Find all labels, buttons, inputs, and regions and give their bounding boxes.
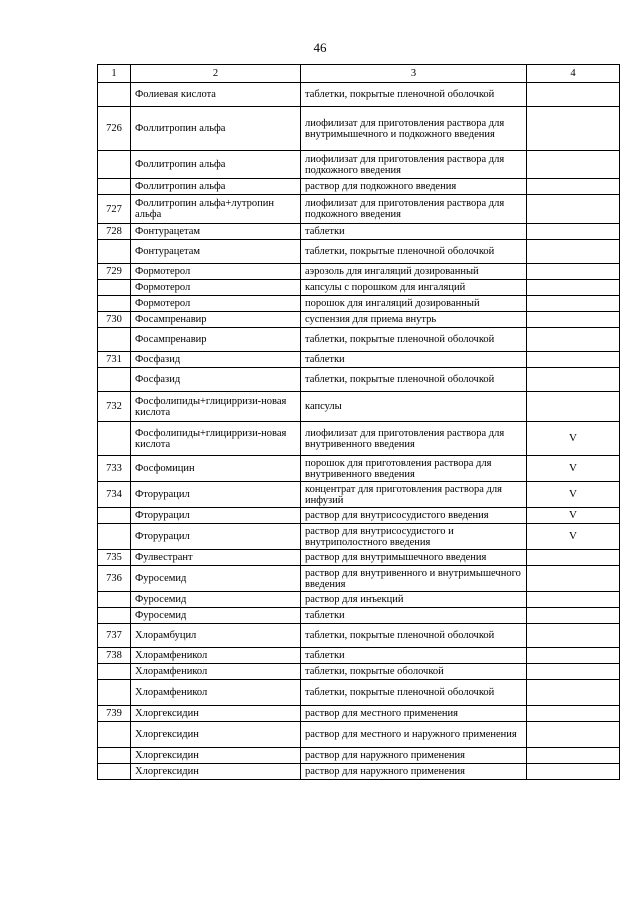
table-row — [98, 748, 620, 764]
row-number — [98, 592, 131, 608]
mark-cell — [527, 550, 620, 566]
table-row — [98, 151, 620, 179]
drug-name: Фоллитропин альфа — [131, 179, 301, 195]
row-number — [98, 328, 131, 352]
row-number — [98, 608, 131, 624]
mark-cell — [527, 312, 620, 328]
table-row — [98, 392, 620, 422]
table-row — [98, 179, 620, 195]
mark-cell — [527, 151, 620, 179]
column-header: 1 — [98, 65, 131, 83]
table-row — [98, 592, 620, 608]
table-row — [98, 280, 620, 296]
drug-name: Фосфазид — [131, 352, 301, 368]
mark-cell — [527, 240, 620, 264]
dosage-form: лиофилизат для приготовления раствора для внутримышечного и подкожного введения — [301, 107, 527, 151]
mark-cell — [527, 664, 620, 680]
dosage-form: таблетки, покрытые пленочной оболочкой — [301, 328, 527, 352]
drug-table — [97, 64, 620, 780]
dosage-form: концентрат для приготовления раствора для инфузий — [301, 482, 527, 508]
drug-name: Хлорамфеникол — [131, 680, 301, 706]
table-row — [98, 83, 620, 107]
drug-name: Хлоргексидин — [131, 706, 301, 722]
mark-cell — [527, 624, 620, 648]
row-number — [98, 240, 131, 264]
dosage-form: лиофилизат для приготовления раствора для подкожного введения — [301, 151, 527, 179]
row-number — [98, 722, 131, 748]
drug-name: Фторурацил — [131, 524, 301, 550]
dosage-form: раствор для местного и наружного применения — [301, 722, 527, 748]
drug-name: Фосфазид — [131, 368, 301, 392]
dosage-form: раствор для наружного применения — [301, 764, 527, 780]
mark-cell — [527, 566, 620, 592]
dosage-form: таблетки — [301, 648, 527, 664]
mark-cell: V — [527, 524, 620, 550]
drug-name: Фосампренавир — [131, 328, 301, 352]
drug-name: Фоллитропин альфа+лутропин альфа — [131, 195, 301, 224]
drug-name: Хлоргексидин — [131, 764, 301, 780]
dosage-form: таблетки, покрытые пленочной оболочкой — [301, 680, 527, 706]
table-row — [98, 240, 620, 264]
table-row — [98, 648, 620, 664]
mark-cell — [527, 224, 620, 240]
dosage-form: таблетки, покрытые пленочной оболочкой — [301, 624, 527, 648]
drug-name: Формотерол — [131, 280, 301, 296]
row-number: 739 — [98, 706, 131, 722]
table-row — [98, 296, 620, 312]
table-row — [98, 624, 620, 648]
dosage-form: порошок для ингаляций дозированный — [301, 296, 527, 312]
drug-name: Хлорамбуцил — [131, 624, 301, 648]
row-number — [98, 179, 131, 195]
mark-cell — [527, 296, 620, 312]
mark-cell — [527, 592, 620, 608]
drug-name: Фосфолипиды+глицирризи-новая кислота — [131, 422, 301, 456]
dosage-form: раствор для внутрисосудистого введения — [301, 508, 527, 524]
dosage-form: раствор для внутривенного и внутримышечного введения — [301, 566, 527, 592]
row-number — [98, 524, 131, 550]
dosage-form: таблетки, покрытые пленочной оболочкой — [301, 240, 527, 264]
table-row — [98, 524, 620, 550]
mark-cell — [527, 352, 620, 368]
table-row — [98, 224, 620, 240]
row-number: 732 — [98, 392, 131, 422]
row-number: 737 — [98, 624, 131, 648]
row-number: 733 — [98, 456, 131, 482]
mark-cell: V — [527, 508, 620, 524]
dosage-form: таблетки — [301, 352, 527, 368]
drug-name: Фосфомицин — [131, 456, 301, 482]
table-row — [98, 422, 620, 456]
drug-name: Фосфолипиды+глицирризи-новая кислота — [131, 392, 301, 422]
table-row — [98, 608, 620, 624]
table-row — [98, 352, 620, 368]
mark-cell — [527, 392, 620, 422]
row-number: 730 — [98, 312, 131, 328]
table-body — [98, 83, 620, 780]
drug-name: Фосампренавир — [131, 312, 301, 328]
drug-name: Хлоргексидин — [131, 748, 301, 764]
dosage-form: аэрозоль для ингаляций дозированный — [301, 264, 527, 280]
drug-name: Фуросемид — [131, 566, 301, 592]
dosage-form: лиофилизат для приготовления раствора для подкожного введения — [301, 195, 527, 224]
row-number: 727 — [98, 195, 131, 224]
drug-name: Формотерол — [131, 296, 301, 312]
drug-name: Фонтурацетам — [131, 224, 301, 240]
drug-name: Хлорамфеникол — [131, 648, 301, 664]
drug-name: Фуросемид — [131, 592, 301, 608]
row-number — [98, 280, 131, 296]
dosage-form: таблетки — [301, 608, 527, 624]
table-row — [98, 312, 620, 328]
row-number: 726 — [98, 107, 131, 151]
table-row — [98, 328, 620, 352]
dosage-form: таблетки — [301, 224, 527, 240]
mark-cell — [527, 764, 620, 780]
row-number — [98, 151, 131, 179]
header-row — [98, 65, 620, 83]
table-row — [98, 550, 620, 566]
drug-name: Фторурацил — [131, 482, 301, 508]
drug-name: Хлоргексидин — [131, 722, 301, 748]
mark-cell — [527, 748, 620, 764]
row-number — [98, 368, 131, 392]
mark-cell — [527, 368, 620, 392]
table-row — [98, 195, 620, 224]
row-number — [98, 680, 131, 706]
dosage-form: таблетки, покрытые пленочной оболочкой — [301, 83, 527, 107]
dosage-form: раствор для наружного применения — [301, 748, 527, 764]
drug-name: Фоллитропин альфа — [131, 151, 301, 179]
column-header: 3 — [301, 65, 527, 83]
column-header: 4 — [527, 65, 620, 83]
mark-cell: V — [527, 422, 620, 456]
mark-cell — [527, 195, 620, 224]
drug-name: Фуросемид — [131, 608, 301, 624]
mark-cell — [527, 107, 620, 151]
dosage-form: раствор для подкожного введения — [301, 179, 527, 195]
mark-cell — [527, 264, 620, 280]
dosage-form: капсулы — [301, 392, 527, 422]
table-row — [98, 368, 620, 392]
drug-name: Хлорамфеникол — [131, 664, 301, 680]
dosage-form: порошок для приготовления раствора для внутривенного введения — [301, 456, 527, 482]
dosage-form: таблетки, покрытые оболочкой — [301, 664, 527, 680]
mark-cell: V — [527, 482, 620, 508]
row-number: 735 — [98, 550, 131, 566]
table-row — [98, 566, 620, 592]
dosage-form: лиофилизат для приготовления раствора для внутривенного введения — [301, 422, 527, 456]
row-number: 729 — [98, 264, 131, 280]
mark-cell — [527, 648, 620, 664]
drug-name: Формотерол — [131, 264, 301, 280]
table-row — [98, 508, 620, 524]
mark-cell — [527, 722, 620, 748]
row-number: 736 — [98, 566, 131, 592]
dosage-form: раствор для инъекций — [301, 592, 527, 608]
row-number: 728 — [98, 224, 131, 240]
column-header: 2 — [131, 65, 301, 83]
dosage-form: раствор для местного применения — [301, 706, 527, 722]
table-row — [98, 264, 620, 280]
dosage-form: раствор для внутримышечного введения — [301, 550, 527, 566]
row-number — [98, 508, 131, 524]
mark-cell — [527, 83, 620, 107]
dosage-form: раствор для внутрисосудистого и внутриполостного введения — [301, 524, 527, 550]
drug-name: Фолиевая кислота — [131, 83, 301, 107]
row-number: 734 — [98, 482, 131, 508]
row-number: 738 — [98, 648, 131, 664]
row-number — [98, 296, 131, 312]
mark-cell — [527, 280, 620, 296]
row-number — [98, 83, 131, 107]
table-row — [98, 482, 620, 508]
row-number — [98, 664, 131, 680]
table-row — [98, 664, 620, 680]
table-row — [98, 706, 620, 722]
mark-cell: V — [527, 456, 620, 482]
table-row — [98, 722, 620, 748]
mark-cell — [527, 328, 620, 352]
table-row — [98, 764, 620, 780]
drug-name: Фоллитропин альфа — [131, 107, 301, 151]
row-number — [98, 764, 131, 780]
table-row — [98, 107, 620, 151]
drug-name: Фонтурацетам — [131, 240, 301, 264]
table-row — [98, 456, 620, 482]
row-number: 731 — [98, 352, 131, 368]
mark-cell — [527, 179, 620, 195]
table-row — [98, 680, 620, 706]
mark-cell — [527, 706, 620, 722]
mark-cell — [527, 680, 620, 706]
row-number — [98, 422, 131, 456]
row-number — [98, 748, 131, 764]
page-number: 46 — [313, 40, 327, 55]
dosage-form: суспензия для приема внутрь — [301, 312, 527, 328]
drug-name: Фторурацил — [131, 508, 301, 524]
drug-name: Фулвестрант — [131, 550, 301, 566]
dosage-form: таблетки, покрытые пленочной оболочкой — [301, 368, 527, 392]
mark-cell — [527, 608, 620, 624]
dosage-form: капсулы с порошком для ингаляций — [301, 280, 527, 296]
